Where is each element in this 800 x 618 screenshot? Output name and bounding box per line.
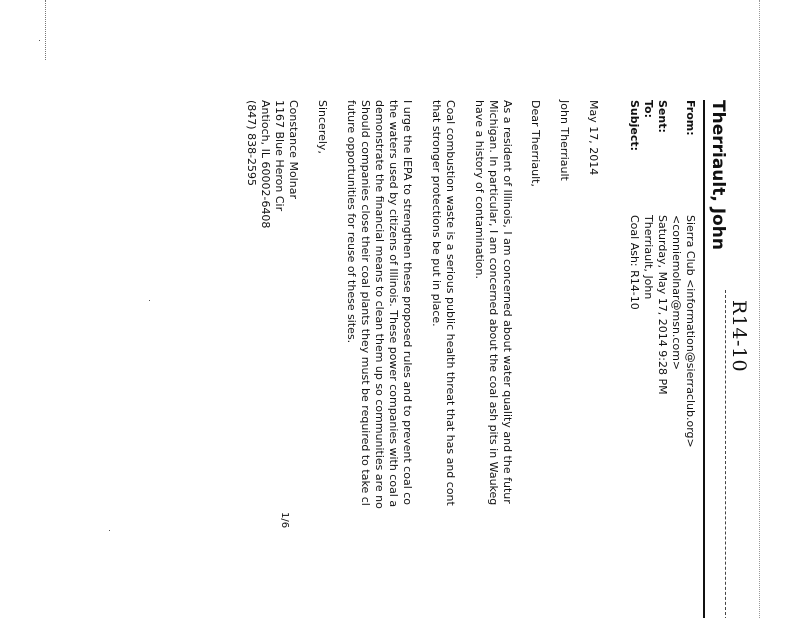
recipient-name-title: Therriault, John xyxy=(708,100,728,250)
header-value-sent: Saturday, May 17, 2014 9:28 PM xyxy=(656,215,669,395)
signature-city: Antioch, IL 60002-6408 xyxy=(259,100,272,229)
paragraph-3-line-4: Should companies close their coal plants they must be required to take cl xyxy=(359,100,372,506)
title-underline xyxy=(703,100,705,618)
paragraph-3-line-1: I urge the IEPA to strengthen these proposed rules and to prevent coal co xyxy=(401,100,414,506)
letter-date: May 17, 2014 xyxy=(587,100,600,176)
case-id-header: R14-10 xyxy=(728,300,750,373)
signature-phone: (847) 838-2595 xyxy=(245,100,258,187)
scan-speck xyxy=(109,530,110,531)
paragraph-3-line-2: the waters used by citizens of Illinois. These power companies with coal a xyxy=(387,100,400,508)
letter-closing: Sincerely, xyxy=(316,100,329,154)
header-label-sent: Sent: xyxy=(656,100,669,133)
scan-mark-line xyxy=(45,0,46,60)
header-value-to: Therriault, John xyxy=(642,215,655,300)
header-value-subject: Coal Ash: R14-10 xyxy=(628,215,641,310)
paragraph-3-line-5: future opportunities for reuse of these sites. xyxy=(345,100,358,344)
top-scan-rule xyxy=(759,0,760,618)
paragraph-2-line-2: that stronger protections be put in place. xyxy=(430,100,443,327)
paragraph-1-line-1: As a resident of Illinois, I am concerned about water quality and the futur xyxy=(501,100,514,504)
paragraph-1-line-2: Michigan. In particular, I am concerned about the coal ash pits in Waukeg xyxy=(487,100,500,506)
header-value-from: Sierra Club <information@sierraclub.org> xyxy=(684,215,697,448)
paragraph-1-line-3: have a history of contamination. xyxy=(473,100,486,280)
header-label-subject: Subject: xyxy=(628,100,641,152)
paragraph-3-line-3: demonstrate the financial means to clean them up so communities are no xyxy=(373,100,386,509)
header-value-from-email: <conniemolnar@msn.com> xyxy=(670,215,683,371)
paragraph-2-line-1: Coal combustion waste is a serious public health threat that has and cont xyxy=(444,100,457,506)
header-label-to: To: xyxy=(642,100,655,118)
header-label-from: From: xyxy=(684,100,697,136)
page-number: 1/6 xyxy=(279,512,290,529)
letter-salutation: Dear Therriault, xyxy=(529,100,542,187)
scan-speck xyxy=(39,40,40,41)
dotted-rule xyxy=(725,290,726,618)
scan-speck xyxy=(149,300,150,301)
signature-street: 1167 Blue Heron Cir xyxy=(273,100,286,212)
signature-name: Constance Molnar xyxy=(287,100,300,199)
letter-recipient: John Therriault xyxy=(558,100,571,181)
